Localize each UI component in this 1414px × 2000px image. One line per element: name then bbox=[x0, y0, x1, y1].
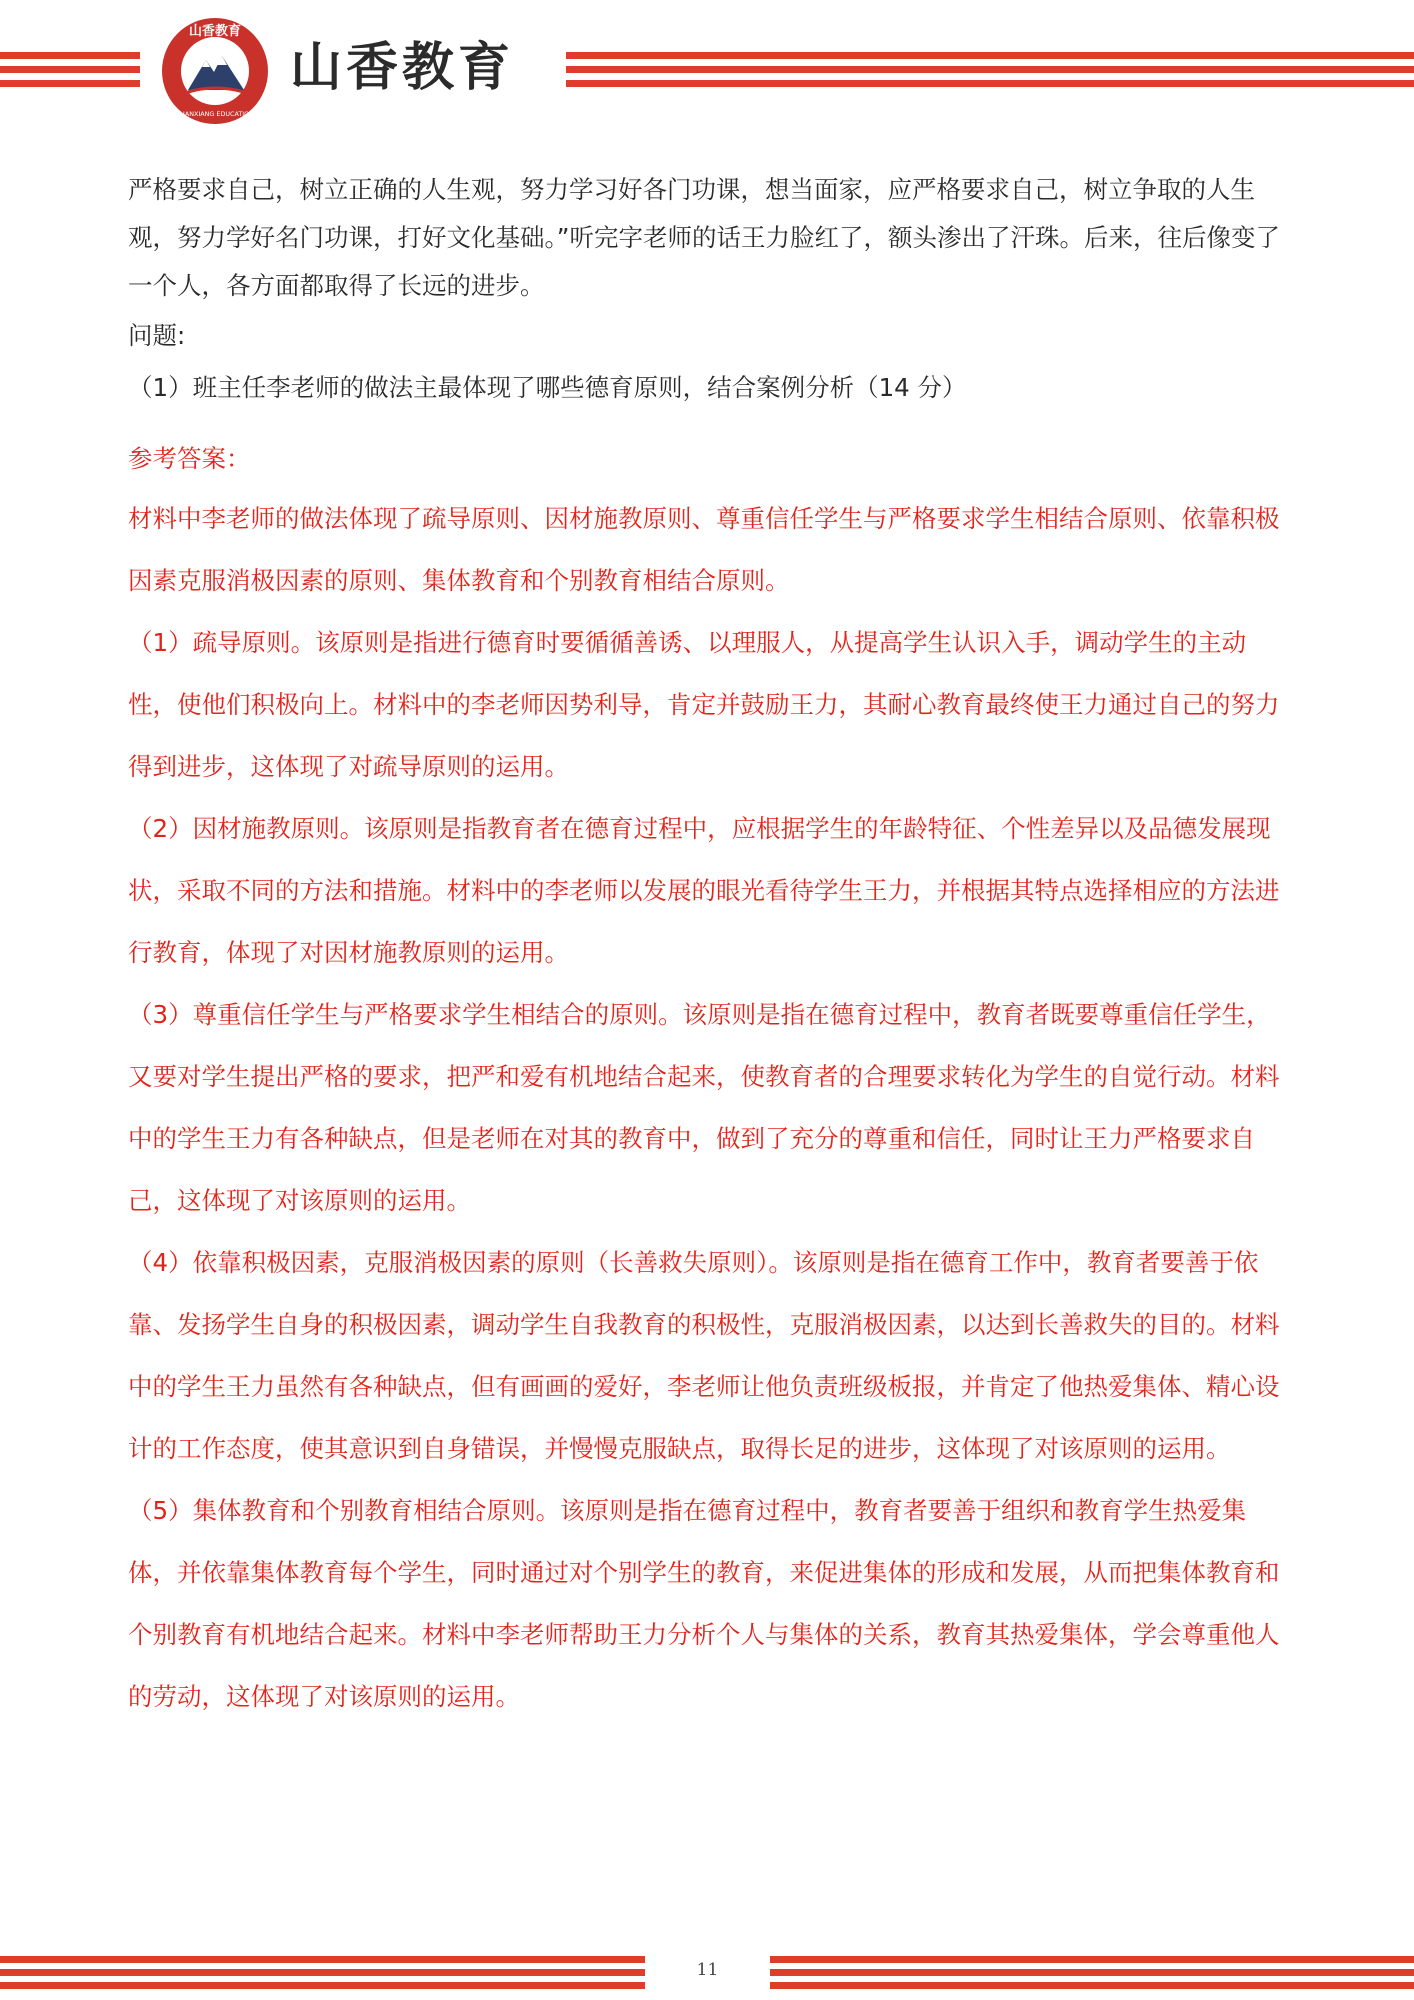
logo-bottom-text: SHANXIANG EDUCATION bbox=[176, 110, 254, 118]
answer-intro: 材料中李老师的做法体现了疏导原则、因材施教原则、尊重信任学生与严格要求学生相结合原则、依靠积极因素克服消极因素的原则、集体教育和个别教育相结合原则。 bbox=[128, 504, 1280, 595]
answer-heading: 参考答案： bbox=[128, 444, 251, 473]
header-stripes-left bbox=[0, 52, 140, 88]
page-number: 11 bbox=[696, 1960, 719, 1980]
shanxiang-logo bbox=[160, 16, 270, 126]
answer-point-3: （3）尊重信任学生与严格要求学生相结合的原则。该原则是指在德育过程中，教育者既要尊重信任学生，又要对学生提出严格的要求，把严和爱有机地结合起来，使教育者的合理要求转化为学生的自觉行动。材料中的学生王力有各种缺点，但是老师在对其的教育中，做到了充分的尊重和信任，同时让王力严格要求自己，这体现了对该原则的运用。 bbox=[128, 1000, 1280, 1215]
logo-top-text: 山香教育 bbox=[188, 24, 242, 39]
footer-stripes-left bbox=[0, 1956, 645, 1992]
question-1: （1）班主任李老师的做法主最体现了哪些德育原则，结合案例分析（14 分） bbox=[128, 373, 967, 402]
answer-point-5: （5）集体教育和个别教育相结合原则。该原则是指在德育过程中，教育者要善于组织和教育学生热爱集体，并依靠集体教育每个学生，同时通过对个别学生的教育，来促进集体的形成和发展，从而把集体教育和个别教育有机地结合起来。材料中李老师帮助王力分析个人与集体的关系，教育其热爱集体，学会尊重他人的劳动，这体现了对该原则的运用。 bbox=[128, 1496, 1280, 1711]
questions-label: 问题: bbox=[128, 321, 186, 350]
answer-point-2: （2）因材施教原则。该原则是指教育者在德育过程中，应根据学生的年龄特征、个性差异以及品德发展现状，采取不同的方法和措施。材料中的李老师以发展的眼光看待学生王力，并根据其特点选择相应的方法进行教育，体现了对因材施教原则的运用。 bbox=[128, 814, 1280, 967]
answer-point-1: （1）疏导原则。该原则是指进行德育时要循循善诱、以理服人，从提高学生认识入手，调动学生的主动性，使他们积极向上。材料中的李老师因势利导，肯定并鼓励王力，其耐心教育最终使王力通过自己的努力得到进步，这体现了对疏导原则的运用。 bbox=[128, 628, 1280, 781]
footer-stripes-right bbox=[770, 1956, 1414, 1992]
answer-point-4: （4）依靠积极因素，克服消极因素的原则（长善救失原则）。该原则是指在德育工作中，教育者要善于依靠、发扬学生自身的积极因素，调动学生自我教育的积极性，克服消极因素，以达到长善救失的目的。材料中的学生王力虽然有各种缺点，但有画画的爱好，李老师让他负责班级板报，并肯定了他热爱集体、精心设计的工作态度，使其意识到自身错误，并慢慢克服缺点，取得长足的进步，这体现了对该原则的运用。 bbox=[128, 1248, 1280, 1463]
document-body bbox=[128, 166, 1288, 1728]
header-stripes-right bbox=[566, 52, 1414, 88]
brand-title: 山香教育 bbox=[290, 38, 515, 98]
material-paragraph: 严格要求自己，树立正确的人生观，努力学习好各门功课，想当面家，应严格要求自己，树立争取的人生观，努力学好名门功课，打好文化基础。”听完字老师的话王力脸红了，额头渗出了汗珠。后来，往后像变了一个人，各方面都取得了长远的进步。 bbox=[128, 175, 1280, 300]
